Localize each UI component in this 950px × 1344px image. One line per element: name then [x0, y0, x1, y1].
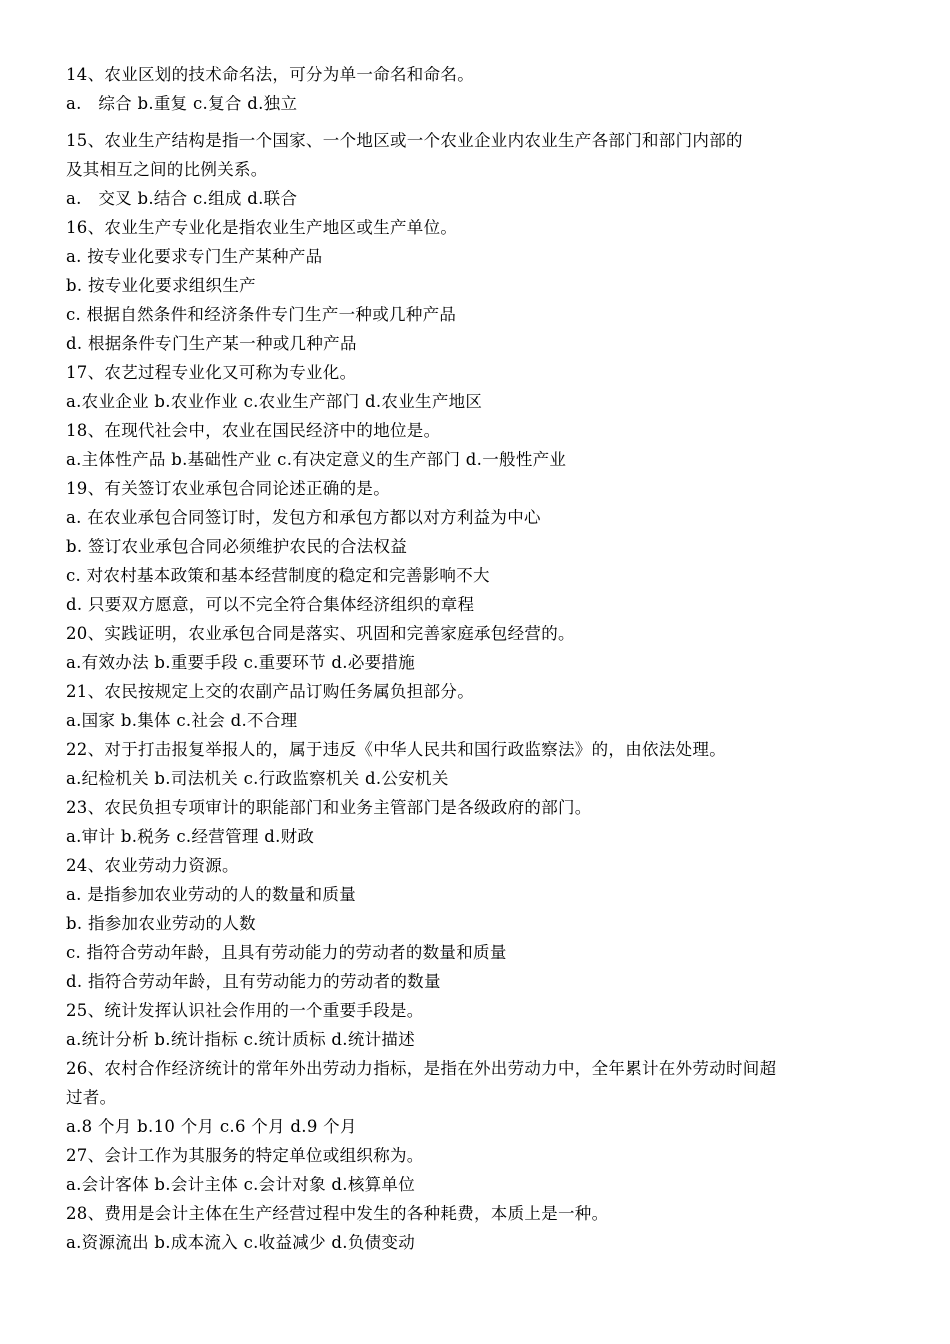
options-21: a.国家 b.集体 c.社会 d.不合理 — [66, 711, 298, 730]
question-23: 23、农民负担专项审计的职能部门和业务主管部门是各级政府的部门。 — [66, 798, 592, 817]
question-18: 18、在现代社会中，农业在国民经济中的地位是。 — [66, 421, 441, 440]
question-26-line-2: 过者。 — [66, 1088, 117, 1107]
option-19-a: a. 在农业承包合同签订时，发包方和承包方都以对方利益为中心 — [66, 508, 541, 527]
question-14: 14、农业区划的技术命名法，可分为单一命名和命名。 — [66, 65, 474, 84]
question-26-line-1: 26、农村合作经济统计的常年外出劳动力指标，是指在外出劳动力中，全年累计在外劳动时间超 — [66, 1059, 777, 1078]
option-24-b: b. 指参加农业劳动的人数 — [66, 914, 256, 933]
document-body — [66, 60, 881, 1257]
options-15: a. 交叉 b.结合 c.组成 d.联合 — [66, 189, 298, 208]
option-24-d: d. 指符合劳动年龄，且有劳动能力的劳动者的数量 — [66, 972, 441, 991]
options-14: a. 综合 b.重复 c.复合 d.独立 — [66, 94, 298, 113]
options-23: a.审计 b.税务 c.经营管理 d.财政 — [66, 827, 315, 846]
question-20: 20、实践证明，农业承包合同是落实、巩固和完善家庭承包经营的。 — [66, 624, 575, 643]
options-28: a.资源流出 b.成本流入 c.收益减少 d.负债变动 — [66, 1233, 416, 1252]
option-19-c: c. 对农村基本政策和基本经营制度的稳定和完善影响不大 — [66, 566, 490, 585]
question-16: 16、农业生产专业化是指农业生产地区或生产单位。 — [66, 218, 458, 237]
options-18: a.主体性产品 b.基础性产业 c.有决定意义的生产部门 d.一般性产业 — [66, 450, 567, 469]
option-16-c: c. 根据自然条件和经济条件专门生产一种或几种产品 — [66, 305, 457, 324]
question-17: 17、农艺过程专业化又可称为专业化。 — [66, 363, 357, 382]
question-15-line-2: 及其相互之间的比例关系。 — [66, 160, 268, 179]
options-22: a.纪检机关 b.司法机关 c.行政监察机关 d.公安机关 — [66, 769, 449, 788]
question-15-line-1: 15、农业生产结构是指一个国家、一个地区或一个农业企业内农业生产各部门和部门内部的 — [66, 131, 743, 150]
options-25: a.统计分析 b.统计指标 c.统计质标 d.统计描述 — [66, 1030, 416, 1049]
question-21: 21、农民按规定上交的农副产品订购任务属负担部分。 — [66, 682, 474, 701]
question-25: 25、统计发挥认识社会作用的一个重要手段是。 — [66, 1001, 424, 1020]
option-24-a: a. 是指参加农业劳动的人的数量和质量 — [66, 885, 357, 904]
question-24: 24、农业劳动力资源。 — [66, 856, 239, 875]
options-26: a.8 个月 b.10 个月 c.6 个月 d.9 个月 — [66, 1117, 357, 1136]
question-27: 27、会计工作为其服务的特定单位或组织称为。 — [66, 1146, 424, 1165]
option-19-d: d. 只要双方愿意，可以不完全符合集体经济组织的章程 — [66, 595, 475, 614]
options-20: a.有效办法 b.重要手段 c.重要环节 d.必要措施 — [66, 653, 416, 672]
option-19-b: b. 签订农业承包合同必须维护农民的合法权益 — [66, 537, 408, 556]
option-16-a: a. 按专业化要求专门生产某种产品 — [66, 247, 323, 266]
question-19: 19、有关签订农业承包合同论述正确的是。 — [66, 479, 390, 498]
option-24-c: c. 指符合劳动年龄，且具有劳动能力的劳动者的数量和质量 — [66, 943, 507, 962]
question-22: 22、对于打击报复举报人的，属于违反《中华人民共和国行政监察法》的，由依法处理。 — [66, 740, 726, 759]
options-17: a.农业企业 b.农业作业 c.农业生产部门 d.农业生产地区 — [66, 392, 483, 411]
question-28: 28、费用是会计主体在生产经营过程中发生的各种耗费，本质上是一种。 — [66, 1204, 609, 1223]
option-16-d: d. 根据条件专门生产某一种或几种产品 — [66, 334, 357, 353]
options-27: a.会计客体 b.会计主体 c.会计对象 d.核算单位 — [66, 1175, 416, 1194]
option-16-b: b. 按专业化要求组织生产 — [66, 276, 256, 295]
